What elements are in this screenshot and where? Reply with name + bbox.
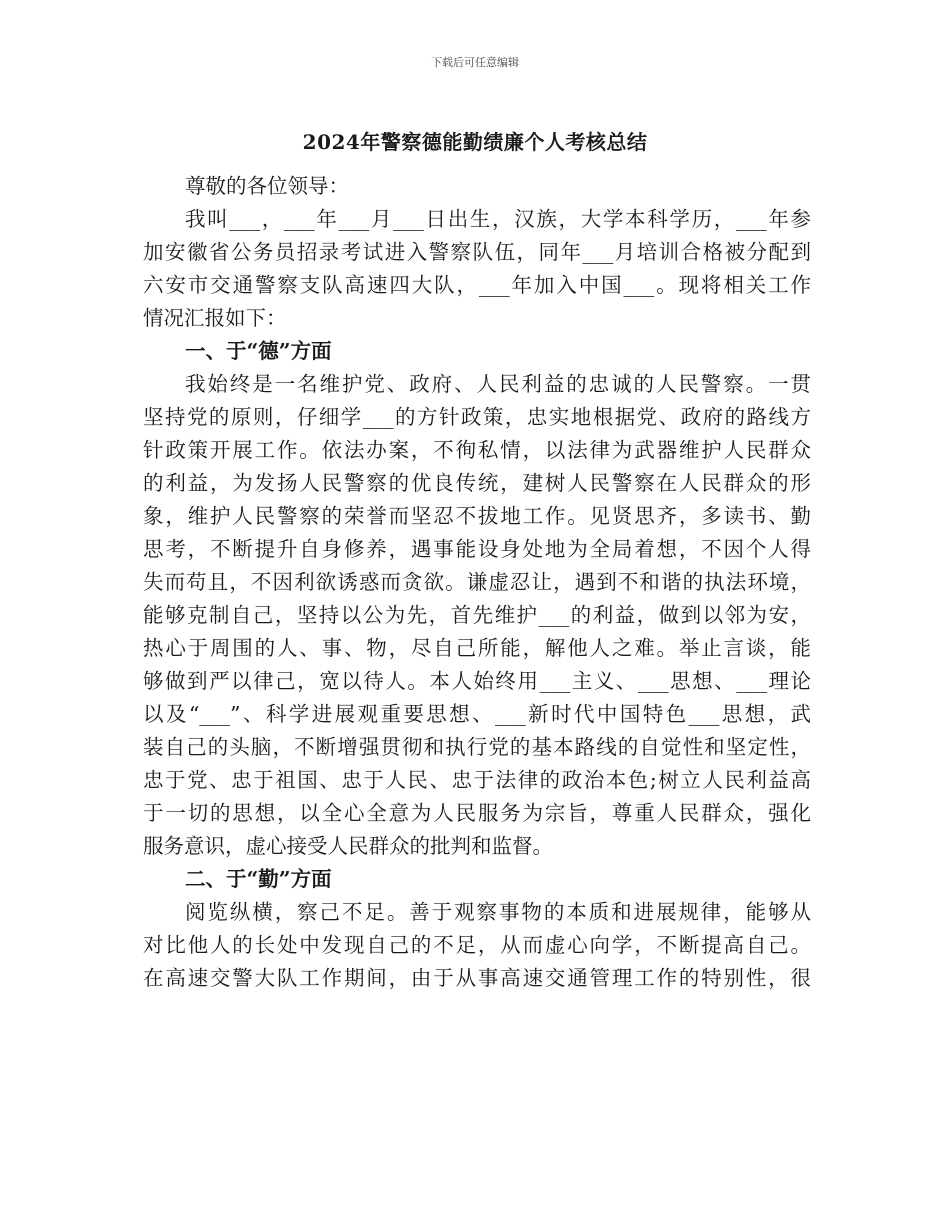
paragraph-line: 的利益，为发扬人民警察的优良传统，建树人民警察在人民群众的形 [143,471,811,495]
paragraph-line: 忠于党、忠于祖国、忠于人民、忠于法律的政治本色;树立人民利益高 [143,768,811,792]
paragraph-line: 加安徽省公务员招录考试进入警察队伍，同年___月培训合格被分配到 [143,240,811,264]
header-note: 下载后可任意编辑 [431,56,519,69]
paragraph-line: 服务意识，虚心接受人民群众的批判和监督。 [143,834,553,858]
paragraph-line: 能够克制自己，坚持以公为先，首先维护___的利益，做到以邻为安， [143,603,811,627]
paragraph-line: 在高速交警大队工作期间，由于从事高速交通管理工作的特别性，很 [143,966,811,990]
paragraph-line: 我叫___，___年___月___日出生，汉族，大学本科学历，___年参 [185,207,811,231]
paragraph-line: 情况汇报如下： [143,306,287,330]
section-heading-diligence: 二、于“勤”方面 [185,867,332,891]
section-heading-virtue: 一、于“德”方面 [185,339,332,363]
paragraph-line: 以及“___”、科学进展观重要思想、___新时代中国特色___思想，武 [143,702,811,726]
paragraph-line: 对比他人的长处中发现自己的不足，从而虚心向学，不断提高自己。 [143,933,811,957]
paragraph-line: 象，维护人民警察的荣誉而坚忍不拔地工作。见贤思齐，多读书、勤 [143,504,811,528]
paragraph-line: 针政策开展工作。依法办案，不徇私情，以法律为武器维护人民群众 [143,438,811,462]
paragraph-line: 我始终是一名维护党、政府、人民利益的忠诚的人民警察。一贯 [185,372,811,396]
paragraph-line: 阅览纵横，察己不足。善于观察事物的本质和进展规律，能够从 [185,900,811,924]
paragraph-line: 思考，不断提升自身修养，遇事能设身处地为全局着想，不因个人得 [143,537,811,561]
paragraph-line: 六安市交通警察支队高速四大队，___年加入中国___。现将相关工作 [143,273,811,297]
paragraph-line: 热心于周围的人、事、物，尽自己所能，解他人之难。举止言谈，能 [143,636,811,660]
paragraph-line: 于一切的思想，以全心全意为人民服务为宗旨，尊重人民群众，强化 [143,801,811,825]
document-body [143,170,811,995]
paragraph-line: 装自己的头脑，不断增强贯彻和执行党的基本路线的自觉性和坚定性， [143,735,811,759]
salutation: 尊敬的各位领导： [185,174,349,198]
paragraph-line: 坚持党的原则，仔细学___的方针政策，忠实地根据党、政府的路线方 [143,405,811,429]
paragraph-line: 失而苟且，不因利欲诱惑而贪欲。谦虚忍让，遇到不和谐的执法环境， [143,570,811,594]
document-title: 2024年警察德能勤绩廉个人考核总结 [302,130,648,154]
paragraph-line: 够做到严以律己，宽以待人。本人始终用___主义、___思想、___理论 [143,669,811,693]
